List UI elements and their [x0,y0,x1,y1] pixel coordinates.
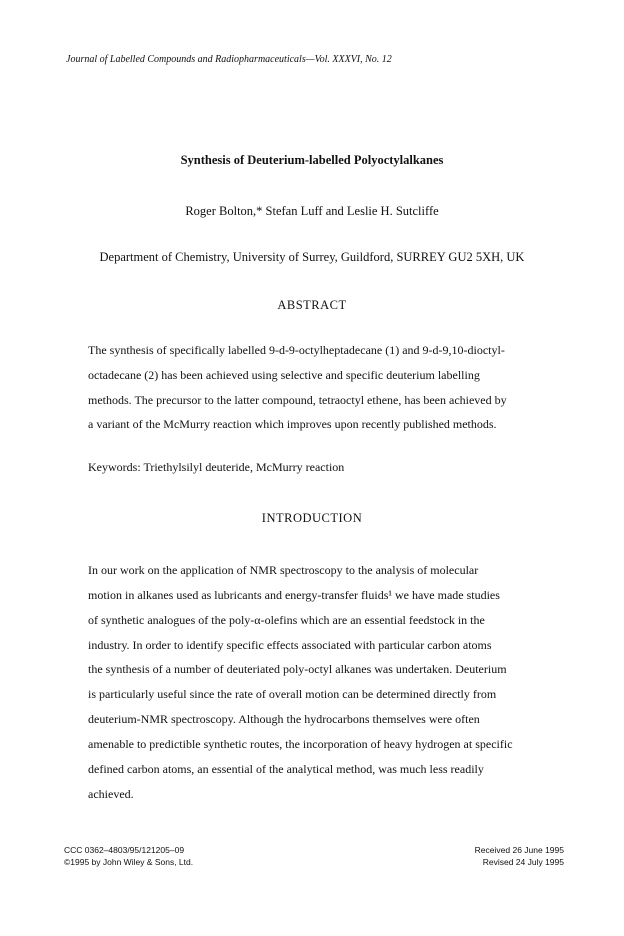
abstract-line: methods. The precursor to the latter compound, tetraoctyl ethene, has been achieved by [88,392,507,407]
abstract-line: octadecane (2) has been achieved using selective and specific deuterium labelling [88,367,480,382]
introduction-line: is particularly useful since the rate of overall motion can be determined directly from [88,687,497,702]
footer-right [475,844,564,868]
abstract-line: a variant of the McMurry reaction which improves upon recently published methods. [88,417,497,432]
keywords: Keywords: Triethylsilyl deuteride, McMurry reaction [88,460,345,474]
abstract-line: The synthesis of specifically labelled 9-d-9-octylheptadecane (1) and 9-d-9,10-dioctyl- [88,343,505,357]
copyright-notice: ©1995 by John Wiley & Sons, Ltd. [64,857,194,867]
author-list: Roger Bolton,* Stefan Luff and Leslie H. Sutcliffe [185,204,439,218]
article-title: Synthesis of Deuterium-labelled Polyoctylalkanes [180,153,444,167]
introduction-line: the synthesis of a number of deuteriated poly-octyl alkanes was undertaken. Deuterium [88,662,507,677]
running-header: Journal of Labelled Compounds and Radiopharmaceuticals—Vol. XXXVI, No. 12 [66,54,392,65]
ccc-code: CCC 0362–4803/95/121205–09 [64,845,185,855]
introduction-line: industry. In order to identify specific effects associated with particular carbon atoms [88,637,492,652]
introduction-line: defined carbon atoms, an essential of the analytical method, was much less readily [88,761,484,776]
introduction-line: In our work on the application of NMR spectroscopy to the analysis of molecular [88,563,479,577]
introduction-line: amenable to predictible synthetic routes, the incorporation of heavy hydrogen at specific [88,736,513,751]
introduction-line: motion in alkanes used as lubricants and energy-transfer fluids¹ we have made studies [88,587,500,602]
revised-date: Revised 24 July 1995 [482,857,564,867]
affiliation: Department of Chemistry, University of Surrey, Guildford, SURREY GU2 5XH, UK [99,250,525,264]
introduction-line: deuterium-NMR spectroscopy. Although the hydrocarbons themselves were often [88,712,480,727]
introduction-body [88,558,568,806]
footer-left [64,844,193,868]
introduction-line: achieved. [88,786,134,801]
received-date: Received 26 June 1995 [474,845,564,855]
introduction-line: of synthetic analogues of the poly-α-olefins which are an essential feedstock in the [88,612,485,627]
abstract-heading: ABSTRACT [277,298,347,312]
introduction-heading: INTRODUCTION [261,511,363,525]
abstract-body [88,338,568,437]
